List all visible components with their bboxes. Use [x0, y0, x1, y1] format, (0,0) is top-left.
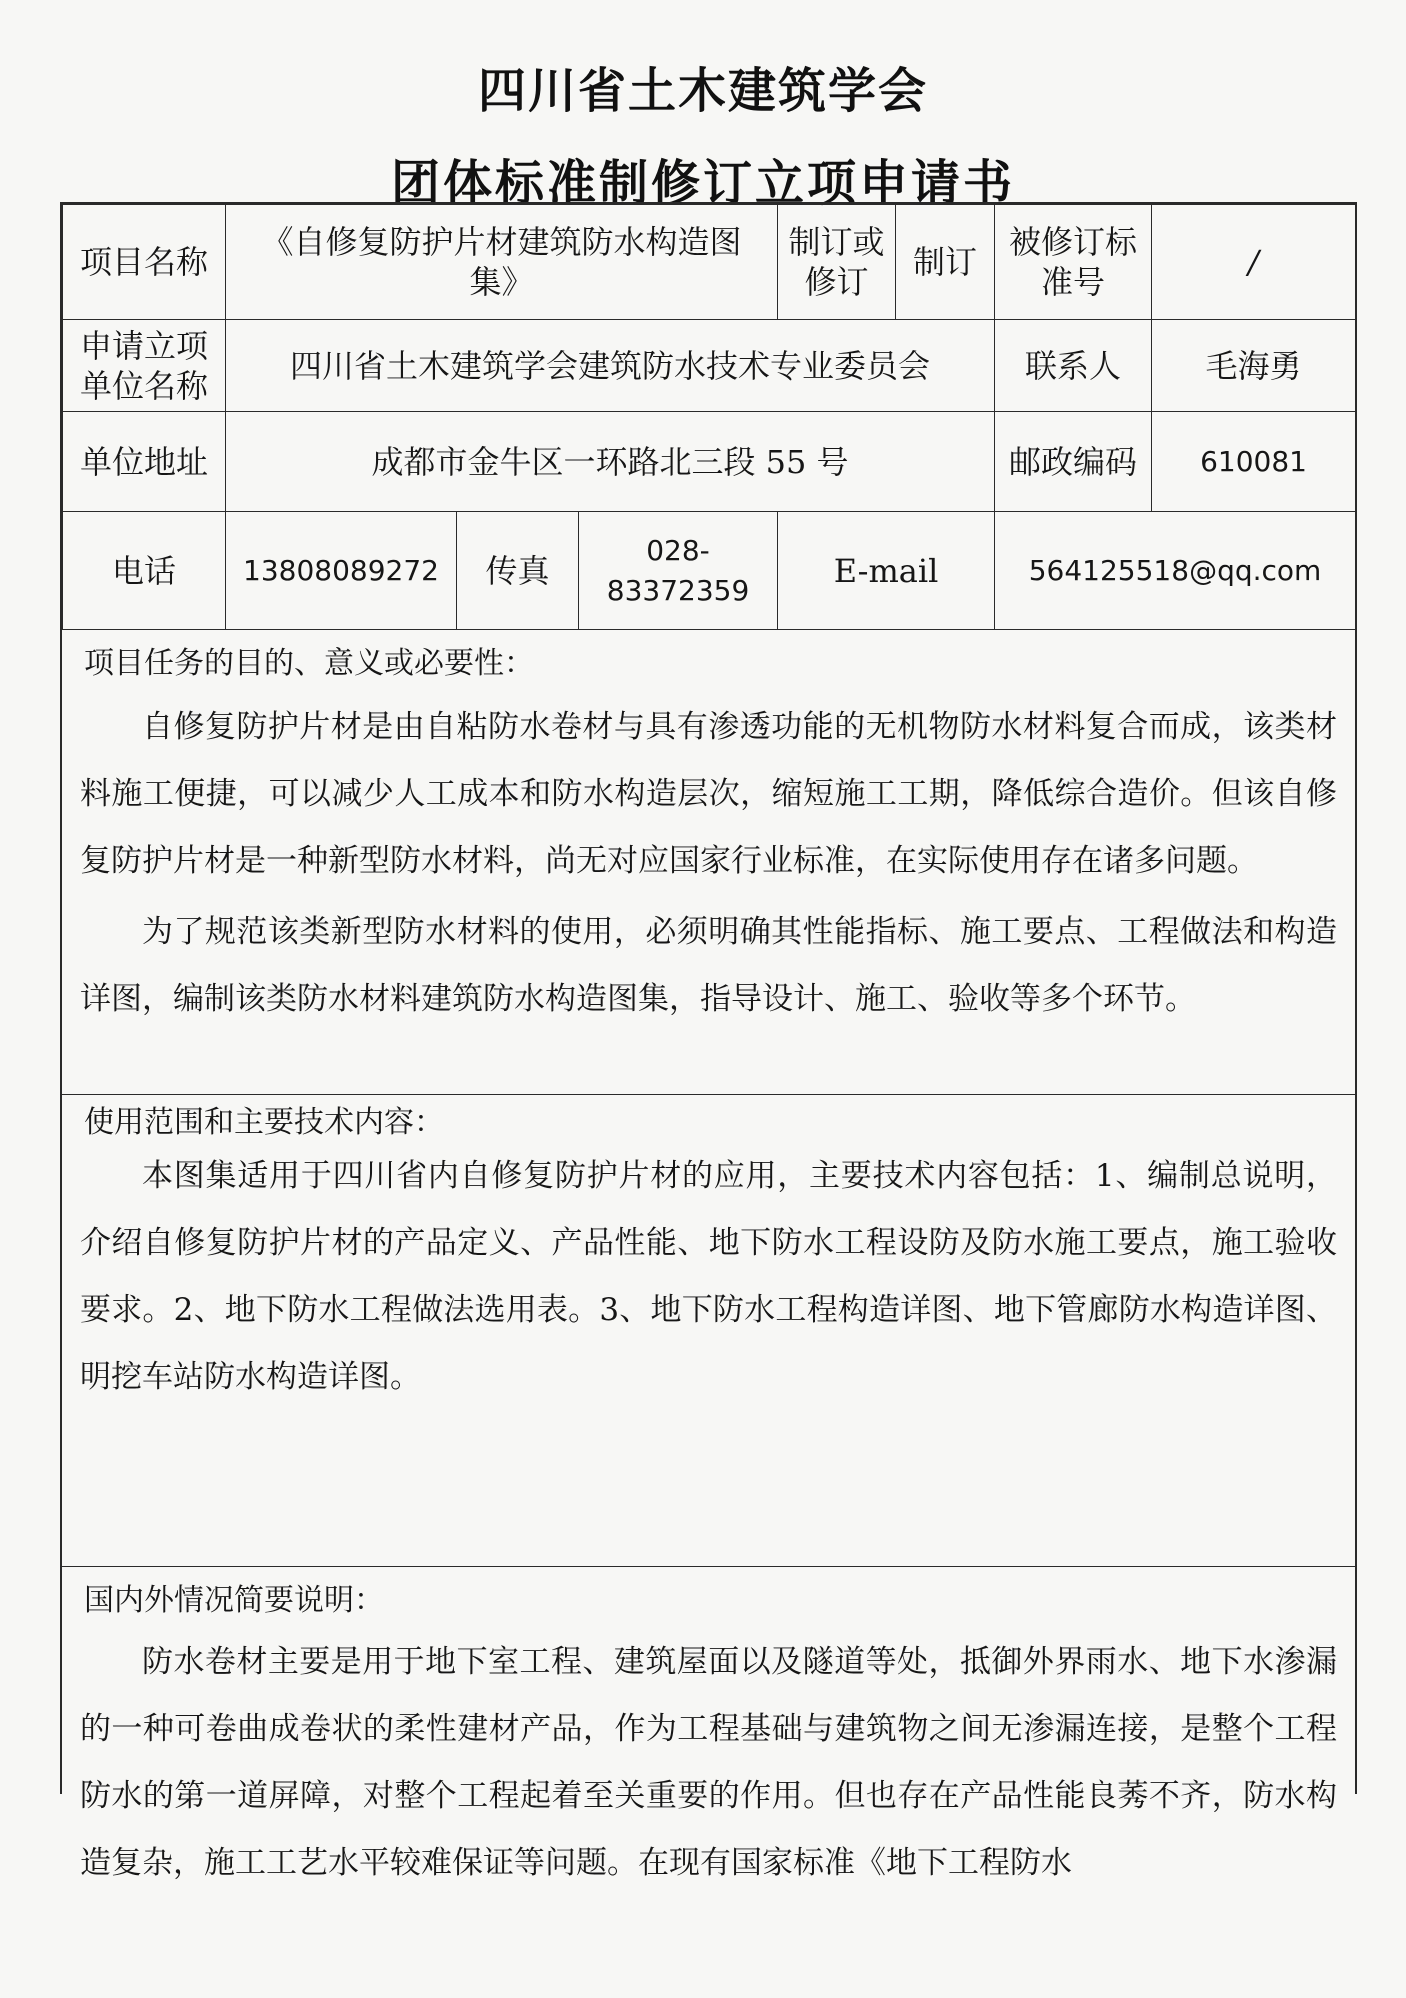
document-title-line1: 四川省土木建筑学会 [477, 63, 928, 119]
revise-type-label: 制订或修订 [778, 205, 896, 320]
phone-value: 13808089272 [226, 512, 457, 630]
postcode-label: 邮政编码 [995, 412, 1152, 512]
section-background-paragraph: 防水卷材主要是用于地下室工程、建筑屋面以及隧道等处，抵御外界雨水、地下水渗漏的一种可卷曲成卷状的柔性建材产品，作为工程基础与建筑物之间无渗漏连接，是整个工程防水的第一道屏障，对整个工程起着至关重要的作用。但也存在产品性能良莠不齐，防水构造复杂，施工工艺水平较难保证等问题。在现有国家标准《地下工程防水 [80, 1644, 1337, 1881]
row-project [63, 205, 1356, 320]
contact-value: 毛海勇 [1152, 320, 1356, 412]
project-name-label: 项目名称 [63, 205, 226, 320]
email-label: E-mail [778, 512, 995, 630]
fax-label: 传真 [457, 512, 579, 630]
contact-label: 联系人 [995, 320, 1152, 412]
section-background-heading: 国内外情况简要说明： [84, 1583, 384, 1618]
row-contact-info [63, 512, 1356, 630]
section-background [62, 1566, 1355, 1998]
postcode-value: 610081 [1152, 412, 1356, 512]
section-purpose-heading: 项目任务的目的、意义或必要性： [84, 646, 534, 681]
revised-standard-value: / [1152, 205, 1356, 320]
section-purpose [62, 629, 1355, 1096]
applicant-label: 申请立项单位名称 [63, 320, 226, 412]
row-address [63, 412, 1356, 512]
document-title-line2: 团体标准制修订立项申请书 [390, 155, 1015, 212]
address-label: 单位地址 [63, 412, 226, 512]
email-value: 564125518@qq.com [995, 512, 1356, 630]
revise-type-value: 制订 [896, 205, 995, 320]
phone-label: 电话 [63, 512, 226, 630]
section-purpose-paragraph: 为了规范该类新型防水材料的使用，必须明确其性能指标、施工要点、工程做法和构造详图，编制该类防水材料建筑防水构造图集，指导设计、施工、验收等多个环节。 [80, 914, 1337, 1017]
revised-standard-label: 被修订标准号 [995, 205, 1152, 320]
fax-value: 028-83372359 [579, 512, 778, 630]
section-scope-paragraph: 本图集适用于四川省内自修复防护片材的应用，主要技术内容包括：1、编制总说明，介绍自修复防护片材的产品定义、产品性能、地下防水工程设防及防水施工要点，施工验收要求。2、地下防水工程做法选用表。3、地下防水工程构造详图、地下管廊防水构造详图、明挖车站防水构造详图。 [80, 1158, 1337, 1395]
info-table [62, 204, 1356, 630]
section-scope [62, 1094, 1355, 1568]
section-purpose-paragraph: 自修复防护片材是由自粘防水卷材与具有渗透功能的无机物防水材料复合而成，该类材料施工便捷，可以减少人工成本和防水构造层次，缩短施工工期，降低综合造价。但该自修复防护片材是一种新型防水材料，尚无对应国家行业标准，在实际使用存在诸多问题。 [80, 709, 1337, 879]
section-scope-heading: 使用范围和主要技术内容： [84, 1105, 444, 1140]
address-value: 成都市金牛区一环路北三段 55 号 [226, 412, 995, 512]
row-applicant [63, 320, 1356, 412]
applicant-value: 四川省土木建筑学会建筑防水技术专业委员会 [226, 320, 995, 412]
application-form [60, 202, 1357, 1881]
project-name-value: 《自修复防护片材建筑防水构造图集》 [226, 205, 778, 320]
